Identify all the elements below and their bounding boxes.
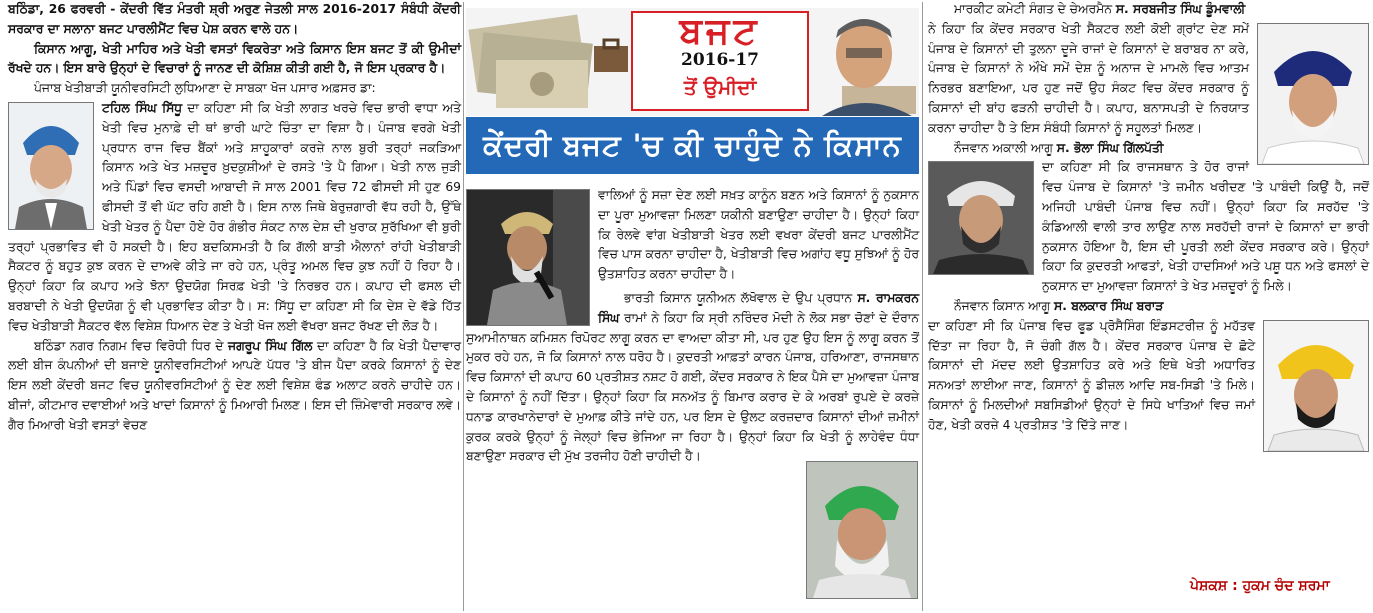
paragraph-tehil-singh-body: ਟਹਿਲ ਸਿੰਘ ਸਿੱਧੂ ਦਾ ਕਹਿਣਾ ਸੀ ਕਿ ਖੇਤੀ ਲਾਗਤ ਖਰਚੇ ਵਿਚ ਭਾਰੀ ਵਾਧਾ ਅਤੇ ਖੇਤੀ ਵਿਚ ਮੁਨਾਫ਼ੇ ਦੀ ਥਾਂ ਭਾਰੀ ਘਾਟੇ ਚਿੰਤਾ ਦਾ ਵਿਸ਼ਾ ਹੈ। ਪੰਜਾਬ ਵਰਗੇ ਖੇਤੀ ਪ੍ਰਧਾਨ ਰਾਜ ਵਿਚ ਬੈਂਕਾਂ ਅਤੇ ਸ਼ਾਹੂਕਾਰਾਂ ਕਰਜ਼ੇ ਨਾਲ ਬੁਰੀ ਤਰ੍ਹਾਂ ਜਕੜਿਆ ਕਿਸਾਨ ਅਤੇ ਖੇਤ ਮਜ਼ਦੂਰ ਖ਼ੁਦਕੁਸ਼ੀਆਂ ਦੇ ਰਸਤੇ 'ਤੇ ਪੈ ਗਿਆ। ਖੇਤੀ ਨਾਲ ਜੁੜੀ ਅਤੇ ਪਿੰਡਾਂ ਵਿਚ ਵਸਦੀ ਆਬਾਦੀ ਜੋ ਸਾਲ 2001 ਵਿਚ 72 ਫੀਸਦੀ ਸੀ ਹੁਣ 69 ਫੀਸਦੀ ਤੋਂ ਵੀ ਘੱਟ ਰਹਿ ਗਈ ਹੈ। ਇਸ ਨਾਲ ਜਿਥੇ ਬੇਰੁਜ਼ਗਾਰੀ ਵੱਧ ਰਹੀ ਹੈ, ਉੱਥੇ ਖੇਤੀ ਖੇਤਰ ਨੂੰ ਪੈਦਾ ਹੋਏ ਹੋਰ ਗੰਭੀਰ ਸੰਕਟ ਨਾਲ ਦੇਸ਼ ਦੀ ਖੁਰਾਕ ਸੁਰੱਖਿਆ ਵੀ ਬੁਰੀ ਤਰ੍ਹਾਂ ਪ੍ਰਭਾਵਿਤ ਵੀ ਹੋ ਸਕਦੀ ਹੈ। ਇਹ ਬਦਕਿਸਮਤੀ ਹੈ ਕਿ ਗੱਲੀ ਬਾਤੀ ਐਲਾਨਾਂ ਰਾਂਹੀ ਖੇਤੀਬਾੜੀ ਸੈਕਟਰ ਨੂੰ ਬਹੁਤ ਕੁਝ ਕਰਨ ਦੇ ਦਾਅਵੇ ਕੀਤੇ ਜਾ ਰਹੇ ਹਨ, ਪ੍ਰੰਤੂ ਅਮਲ ਵਿਚ ਕੁਝ ਨਹੀਂ ਹੋ ਰਿਹਾ ਹੈ। ਉਨ੍ਹਾਂ ਕਿਹਾ ਕਿ ਕਪਾਹ ਅਤੇ ਝੋਨਾ ਉਦਯੋਗ ਸਿਰਫ਼ ਖੇਤੀ 'ਤੇ ਨਿਰਭਰ ਹਨ। ਕਪਾਹ ਦੀ ਫਸਲ ਦੀ ਬਰਬਾਦੀ ਨੇ ਖੇਤੀ ਉਦਯੋਗ ਨੂੰ ਵੀ ਪ੍ਰਭਾਵਿਤ ਕੀਤਾ ਹੈ। ਸ: ਸਿੱਧੂ ਦਾ ਕਹਿਣਾ ਸੀ ਕਿ ਦੇਸ਼ ਦੇ ਵੱਡੇ ਹਿੱਤ ਵਿਚ ਖੇਤੀਬਾੜੀ ਸੈਕਟਰ ਵੱਲ ਵਿਸ਼ੇਸ਼ ਧਿਆਨ ਦੇਣ ਤੇ ਖੇਤੀ ਖੋਜ ਲਈ ਵੱਖਰਾ ਬਜਟ ਰੱਖਣ ਦੀ ਲੋੜ ਹੈ।: [8, 100, 461, 333]
article-intro: [8, 0, 461, 40]
headline: ਕੇਂਦਰੀ ਬਜਟ 'ਚ ਕੀ ਚਾਹੁੰਦੇ ਨੇ ਕਿਸਾਨ: [466, 117, 919, 174]
paragraph-jagroop-singh: ਬਠਿੰਡਾ ਨਗਰ ਨਿਗਮ ਵਿਚ ਵਿਰੋਧੀ ਧਿਰ ਦੇ ਜਗਰੂਪ ਸਿੰਘ ਗਿੱਲ ਦਾ ਕਹਿਣਾ ਹੈ ਕਿ ਖੇਤੀ ਪੈਦਾਵਾਰ ਲਈ ਬੀਜ ਕੰਪਨੀਆਂ ਦੀ ਬਜਾਏ ਯੂਨੀਵਰਸਿਟੀਆਂ ਆਪਣੇ ਪੱਧਰ 'ਤੇ ਬੀਜ ਪੈਦਾ ਕਰਕੇ ਕਿਸਾਨਾਂ ਨੂੰ ਦੇਣ ਇਸ ਲਈ ਕੇਂਦਰੀ ਬਜਟ ਵਿਚ ਯੂਨੀਵਰਸਿਟੀਆਂ ਨੂੰ ਦੇਣ ਲਈ ਵਿਸ਼ੇਸ਼ ਫੰਡ ਅਲਾਟ ਕਰਨੇ ਚਾਹੀਦੇ ਹਨ। ਬੀਜਾਂ, ਕੀਟਮਾਰ ਦਵਾਈਆਂ ਅਤੇ ਖਾਦਾਂ ਕਿਸਾਨਾਂ ਨੂੰ ਮਿਆਰੀ ਮਿਲਣ। ਇਸ ਦੀ ਜ਼ਿੰਮੇਵਾਰੀ ਸਰਕਾਰ ਲਵੇ। ਗੈਰ ਮਿਆਰੀ ਖੇਤੀ ਵਸਤਾਂ ਵੇਚਣ: [8, 338, 461, 432]
paragraph-balkar-singh-body: ਦਾ ਕਹਿਣਾ ਸੀ ਕਿ ਪੰਜਾਬ ਵਿਚ ਫੂਡ ਪ੍ਰੋਸੈਸਿੰਗ ਇੰਡਸਟਰੀਜ਼ ਨੂੰ ਮਹੱਤਵ ਦਿੱਤਾ ਜਾ ਰਿਹਾ ਹੈ, ਜੋ ਚੰਗੀ ਗੱਲ ਹੈ। ਕੇਂਦਰ ਸਰਕਾਰ ਪੰਜਾਬ ਦੇ ਛੋਟੇ ਕਿਸਾਨਾਂ ਦੀ ਮੱਦਦ ਲਈ ਉਤਸ਼ਾਹਿਤ ਕਰੇ ਅਤੇ ਇਥੇ ਖੇਤੀ ਅਧਾਰਿਤ ਸਨਅਤਾਂ ਲਾਈਆ ਜਾਣ, ਕਿਸਾਨਾਂ ਨੂੰ ਡੀਜ਼ਲ ਆਦਿ ਸਬ-ਸਿਡੀ 'ਤੇ ਮਿਲੇ। ਕਿਸਾਨਾਂ ਨੂੰ ਮਿਲਦੀਆਂ ਸਬਸਿਡੀਆਂ ਉਨ੍ਹਾਂ ਦੇ ਸਿਧੇ ਖਾਤਿਆਂ ਵਿਚ ਜਮਾਂ ਹੋਣ, ਖੇਤੀ ਕਰਜ਼ੇ 4 ਪ੍ਰਤੀਸ਼ਤ 'ਤੇ ਦਿੱਤੇ ਜਾਣ।: [928, 318, 1255, 432]
paragraph-continued: ਵਾਲਿਆਂ ਨੂੰ ਸਜ਼ਾ ਦੇਣ ਲਈ ਸਖ਼ਤ ਕਾਨੂੰਨ ਬਣਨ ਅਤੇ ਕਿਸਾਨਾਂ ਨੂੰ ਨੁਕਸਾਨ ਦਾ ਪੂਰਾ ਮੁਆਵਜ਼ਾ ਮਿਲਣਾ ਯਕੀਨੀ ਬਣਾਉਣਾ ਚਾਹੀਦਾ ਹੈ। ਉਨ੍ਹਾਂ ਕਿਹਾ ਕਿ ਰੇਲਵੇ ਵਾਂਗ ਖੇਤੀਬਾੜੀ ਖੇਤਰ ਲਈ ਵਖਰਾ ਕੇਂਦਰੀ ਬਜਟ ਪਾਰਲੀਮੈਂਟ ਵਿਚ ਪਾਸ ਕਰਨਾ ਚਾਹੀਦਾ ਹੈ, ਖੇਤੀਬਾੜੀ ਵਿਚ ਅਗਾਂਹ ਵਧੂ ਸੁਝਿਆਂ ਨੂੰ ਹੋਰ ਉਤਸ਼ਾਹਿਤ ਕਰਨਾ ਚਾਹੀਦਾ ਹੈ।: [598, 188, 919, 282]
photo-balkar-singh: [1263, 320, 1369, 452]
dateline: ਬਠਿੰਡਾ, 26 ਫਰਵਰੀ: [8, 2, 106, 16]
banner-title: ਬਜਟ: [679, 11, 761, 52]
portrait-icon: [1264, 321, 1368, 451]
paragraph-bhola-singh: ਨੌਜਵਾਨ ਅਕਾਲੀ ਆਗੂ ਸ. ਭੋਲਾ ਸਿੰਘ ਗਿੱਲਪੱਤੀ: [954, 140, 1164, 155]
column-2: [466, 186, 919, 467]
name-sarabjit-singh: ਸ. ਸਰਬਜੀਤ ਸਿੰਘ ਡੂੰਮਵਾਲੀ: [1115, 2, 1246, 16]
photo-sarabjit-singh: [1257, 23, 1369, 165]
paragraph-balkar-singh: ਨੌਜਵਾਨ ਕਿਸਾਨ ਆਗੂ ਸ. ਬਲਕਾਰ ਸਿੰਘ ਬਰਾੜ: [954, 298, 1164, 313]
paragraph-sarabjit-singh: ਮਾਰਕੀਟ ਕਮੇਟੀ ਸੰਗਤ ਦੇ ਚੇਅਰਮੈਨ ਸ. ਸਰਬਜੀਤ ਸਿੰਘ ਡੂੰਮਵਾਲੀ: [954, 2, 1246, 16]
budget-banner: [466, 8, 919, 116]
photo-bhola-singh: [928, 161, 1034, 275]
photo-tehil-singh-sidhu: [8, 102, 94, 230]
portrait-icon: [929, 162, 1033, 274]
photo-ramkaran-singh: [806, 461, 918, 599]
intro-text: - ਕੇਂਦਰੀ ਵਿੱਤ ਮੰਤਰੀ ਸ਼੍ਰੀ ਅਰੁਣ ਜੇਤਲੀ ਸਾਲ 2016-2017 ਸੰਬੰਧੀ ਕੇਂਦਰੀ ਸਰਕਾਰ ਦਾ ਸਲਾਨਾ ਬਜਟ ਪਾਰਲੀਮੈਂਟ ਵਿਚ ਪੇਸ਼ ਕਰਨ ਵਾਲੇ ਹਨ।: [8, 2, 461, 36]
photo-speaker-mic: [466, 189, 590, 326]
column-1: [8, 0, 461, 436]
column-divider-2: [922, 2, 923, 611]
name-ramkaran-singh: ਸ. ਰਾਮਕਰਨ ਸਿੰਘ: [598, 290, 919, 325]
paragraph-bhola-singh-body: ਦਾ ਕਹਿਣਾ ਸੀ ਕਿ ਰਾਜਸਥਾਨ ਤੇ ਹੋਰ ਰਾਜਾਂ ਵਿਚ ਪੰਜਾਬ ਦੇ ਕਿਸਾਨਾਂ 'ਤੇ ਜ਼ਮੀਨ ਖਰੀਦਣ 'ਤੇ ਪਾਬੰਦੀ ਕਿਉਂ ਹੈ, ਜਦੋਂ ਅਜਿਹੀ ਪਾਬੰਦੀ ਪੰਜਾਬ ਵਿਚ ਨਹੀਂ। ਉਨ੍ਹਾਂ ਕਿਹਾ ਕਿ ਸਰਹੱਦ 'ਤੇ ਕੰਡਿਆਲੀ ਵਾਲੀ ਤਾਰ ਲਾਉਣ ਨਾਲ ਸਰਹੱਦੀ ਰਾਜਾਂ ਦੇ ਕਿਸਾਨਾਂ ਦਾ ਭਾਰੀ ਨੁਕਸਾਨ ਹੋਇਆ ਹੈ, ਇਸ ਦੀ ਪੂਰਤੀ ਲਈ ਕੇਂਦਰ ਸਰਕਾਰ ਕਰੇ। ਉਨ੍ਹਾਂ ਕਿਹਾ ਕਿ ਕੁਦਰਤੀ ਆਫਤਾਂ, ਖੇਤੀ ਹਾਦਸਿਆਂ ਅਤੇ ਪਸ਼ੂ ਧਨ ਅਤੇ ਫਸਲਾਂ ਦੇ ਨੁਕਸਾਨ ਦਾ ਮੁਆਵਜ਼ਾ ਕਿਸਾਨਾਂ ਤੇ ਖੇਤ ਮਜ਼ਦੂਰਾਂ ਨੂੰ ਮਿਲੇ।: [1042, 160, 1370, 294]
intro-paragraph-2: ਕਿਸਾਨ ਆਗੂ, ਖੇਤੀ ਮਾਹਿਰ ਅਤੇ ਖੇਤੀ ਵਸਤਾਂ ਵਿਕਰੇਤਾ ਅਤੇ ਕਿਸਾਨ ਇਸ ਬਜਟ ਤੋਂ ਕੀ ਉਮੀਦਾਂ ਰੱਖਦੇ ਹਨ। ਇਸ ਬਾਰੇ ਉਨ੍ਹਾਂ ਦੇ ਵਿਚਾਰਾਂ ਨੂੰ ਜਾਨਣ ਦੀ ਕੋਸ਼ਿਸ਼ ਕੀਤੀ ਗਈ ਹੈ, ਜੋ ਇਸ ਪ੍ਰਕਾਰ ਹੈ।: [8, 41, 461, 76]
name-tehil-singh: ਟਹਿਲ ਸਿੰਘ ਸਿੱਧੂ: [102, 100, 183, 115]
column-divider-1: [463, 2, 464, 611]
name-jagroop-singh: ਜਗਰੂਪ ਸਿੰਘ ਗਿੱਲ: [228, 338, 313, 353]
banner-subtitle: ਤੋਂ ਉਮੀਦਾਂ: [683, 75, 757, 99]
paragraph-ramkaran-singh: ਭਾਰਤੀ ਕਿਸਾਨ ਯੂਨੀਅਨ ਲੱਖੋਵਾਲ ਦੇ ਉਪ ਪ੍ਰਧਾਨ ਸ. ਰਾਮਕਰਨ ਸਿੰਘ ਰਾਮਾਂ ਨੇ ਕਿਹਾ ਕਿ ਸ੍ਰੀ ਨਰਿੰਦਰ ਮੋਦੀ ਨੇ ਲੋਕ ਸਭਾ ਚੋਣਾਂ ਦੇ ਦੌਰਾਨ ਸੁਆਮੀਨਾਥਨ ਕਮਿਸ਼ਨ ਰਿਪੋਰਟ ਲਾਗੂ ਕਰਨ ਦਾ ਵਾਅਦਾ ਕੀਤਾ ਸੀ, ਪਰ ਹੁਣ ਉਹ ਇਸ ਨੂੰ ਲਾਗੂ ਕਰਨ ਤੋਂ ਮੁਕਰ ਰਹੇ ਹਨ, ਜੋ ਕਿ ਕਿਸਾਨਾਂ ਨਾਲ ਧਰੋਹ ਹੈ। ਕੁਦਰਤੀ ਆਫ਼ਤਾਂ ਕਾਰਨ ਪੰਜਾਬ, ਹਰਿਆਣਾ, ਰਾਜਸਥਾਨ ਵਿਚ ਕਿਸਾਨਾਂ ਦੀ ਕਪਾਹ 60 ਪ੍ਰਤੀਸ਼ਤ ਨਸ਼ਟ ਹੋ ਗਈ, ਕੇਂਦਰ ਸਰਕਾਰ ਨੇ ਇਕ ਪੈਸੇ ਦਾ ਮੁਆਵਜ਼ਾ ਪੰਜਾਬ ਦੇ ਕਿਸਾਨਾਂ ਨੂੰ ਨਹੀਂ ਦਿੱਤਾ। ਉਨ੍ਹਾਂ ਕਿਹਾ ਕਿ ਸਨਅੱਤ ਨੂੰ ਬਿਮਾਰ ਕਰਾਰ ਦੇ ਕੇ ਅਰਬਾਂ ਰੁਪਏ ਦੇ ਕਰਜ਼ੇ ਧਨਾਡ ਕਾਰਖਾਨੇਦਾਰਾਂ ਦੇ ਮੁਆਫ਼ ਕੀਤੇ ਜਾਂਦੇ ਹਨ, ਪਰ ਇਸ ਦੇ ਉਲਟ ਕਰਜ਼ਦਾਰ ਕਿਸਾਨਾਂ ਦੀਆਂ ਜ਼ਮੀਨਾਂ ਕੁਰਕ ਕਰਕੇ ਉਨ੍ਹਾਂ ਨੂੰ ਜੇਲ੍ਹਾਂ ਵਿਚ ਭੇਜਿਆ ਜਾ ਰਿਹਾ ਹੈ। ਉਨ੍ਹਾਂ ਕਿਹਾ ਕਿ ਖੇਤੀ ਨੂੰ ਲਾਹੇਵੰਦ ਧੰਧਾ ਬਣਾਉਣਾ ਸਰਕਾਰ ਦੀ ਮੁੱਖ ਤਰਜੀਹ ਹੋਣੀ ਚਾਹੀਦੀ ਹੈ।: [466, 290, 919, 464]
column-3: [928, 0, 1369, 454]
name-balkar-singh: ਸ. ਬਲਕਾਰ ਸਿੰਘ ਬਰਾੜ: [1054, 298, 1164, 313]
portrait-icon: [9, 103, 93, 229]
portrait-icon: [807, 462, 917, 598]
paragraph-tehil-singh: [8, 79, 461, 99]
paragraph-lead: ਪੰਜਾਬ ਖੇਤੀਬਾੜੀ ਯੂਨੀਵਰਸਿਟੀ ਲੁਧਿਆਣਾ ਦੇ ਸਾਬਕਾ ਖੋਜ ਪਸਾਰ ਅਫ਼ਸਰ ਡਾ:: [34, 81, 376, 96]
byline: ਪੇਸ਼ਕਸ਼ : ਹੁਕਮ ਚੰਦ ਸ਼ਰਮਾ: [1190, 578, 1330, 594]
banner-year: 2016-17: [680, 50, 760, 70]
paragraph-sarabjit-singh-body: ਨੇ ਕਿਹਾ ਕਿ ਕੇਂਦਰ ਸਰਕਾਰ ਖੇਤੀ ਸੈਕਟਰ ਲਈ ਕੋਈ ਗ੍ਰਾਂਟ ਦੇਣ ਸਮੇਂ ਪੰਜਾਬ ਦੇ ਕਿਸਾਨਾਂ ਦੀ ਤੁਲਨਾ ਦੂਜੇ ਰਾਜਾਂ ਦੇ ਕਿਸਾਨਾਂ ਦੇ ਬਰਾਬਰ ਨਾ ਕਰੇ, ਪੰਜਾਬ ਦੇ ਕਿਸਾਨਾਂ ਨੇ ਔਖੇ ਸਮੇਂ ਦੇਸ਼ ਨੂੰ ਅਨਾਜ ਦੇ ਮਾਮਲੇ ਵਿਚ ਆਤਮ ਨਿਰਭਰ ਬਣਾਇਆ, ਪਰ ਹੁਣ ਜਦੋਂ ਉਹ ਸੰਕਟ ਵਿਚ ਕੇਂਦਰ ਸਰਕਾਰ ਨੂੰ ਕਿਸਾਨਾਂ ਦੀ ਬਾਂਹ ਫੜਨੀ ਚਾਹੀਦੀ ਹੈ। ਕਪਾਹ, ਬਨਾਸਪਤੀ ਦੇ ਨਿਰਯਾਤ ਕਰਨਾ ਚਾਹੀਦਾ ਹੈ ਤੇ ਇਸ ਸੰਬੰਧੀ ਕਿਸਾਨਾਂ ਨੂੰ ਸਹੂਲਤਾਂ ਮਿਲਣ।: [928, 21, 1249, 135]
portrait-icon: [1258, 24, 1368, 164]
name-bhola-singh: ਸ. ਭੋਲਾ ਸਿੰਘ ਗਿੱਲਪੱਤੀ: [1056, 140, 1164, 155]
portrait-icon: [467, 190, 589, 325]
